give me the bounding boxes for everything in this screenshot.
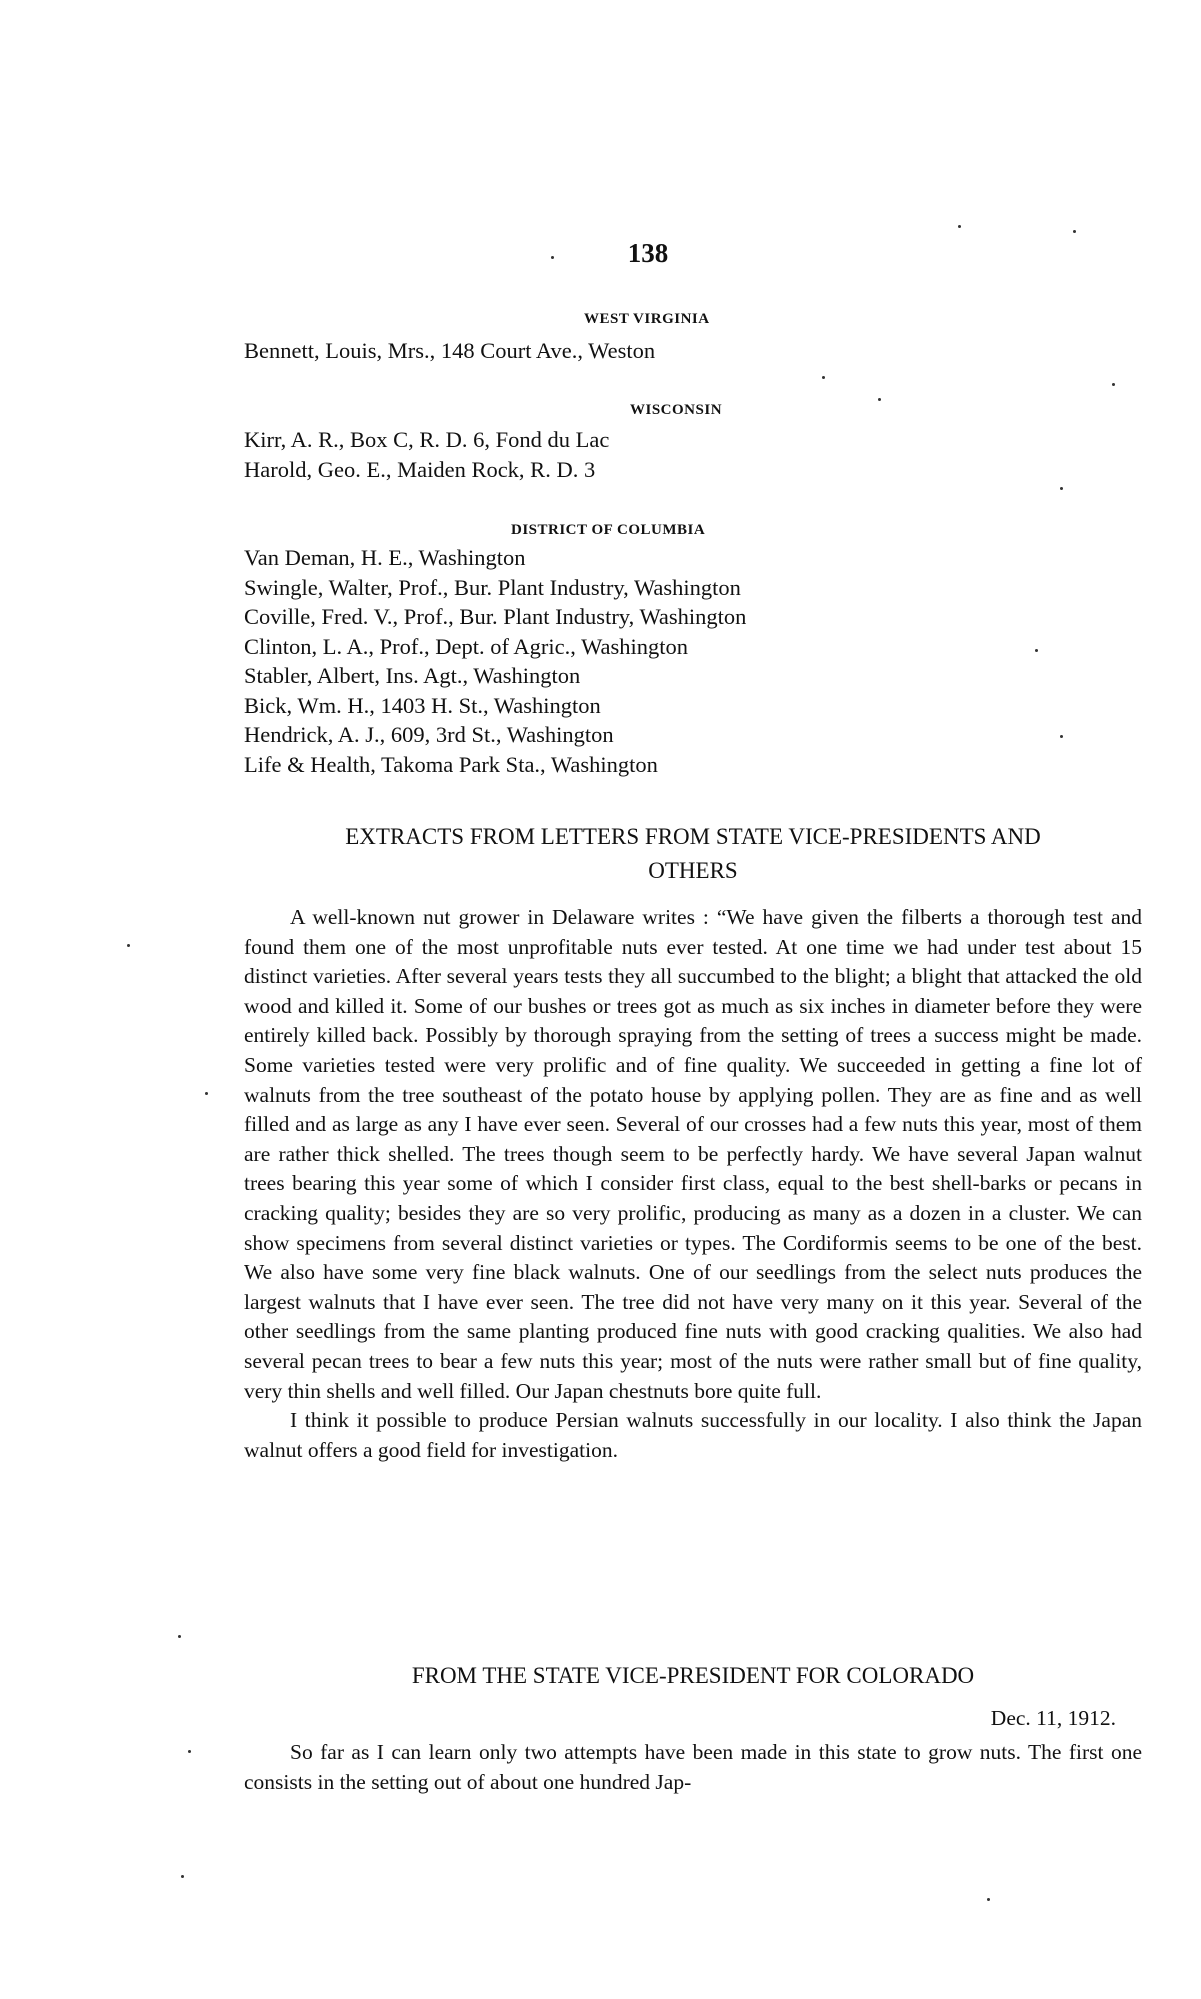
- heading-wisconsin: WISCONSIN: [630, 402, 723, 418]
- extracts-title: [244, 820, 1142, 888]
- scan-speck: [878, 398, 881, 401]
- extracts-body: [244, 903, 1142, 1465]
- colorado-paragraph: So far as I can learn only two attempts have been made in this state to grow nuts. The first one consists in the setting out of about one hundred Jap-: [244, 1740, 1142, 1794]
- colorado-body: [244, 1738, 1142, 1797]
- scan-speck: [551, 256, 554, 259]
- heading-district-of-columbia: DISTRICT OF COLUMBIA: [511, 522, 706, 538]
- list-item: Clinton, L. A., Prof., Dept. of Agric., Washington: [244, 633, 689, 659]
- list-item: Life & Health, Takoma Park Sta., Washington: [244, 751, 658, 777]
- scan-speck: [178, 1635, 181, 1638]
- list-west-virginia: [244, 336, 655, 366]
- scan-speck: [181, 1875, 184, 1878]
- extracts-paragraph-2: I think it possible to produce Persian walnuts successfully in our locality. I also think the Japan walnut offers a good field for investigation.: [244, 1408, 1142, 1462]
- scan-speck: [188, 1750, 191, 1753]
- scan-speck: [1035, 649, 1038, 652]
- list-item: Hendrick, A. J., 609, 3rd St., Washington: [244, 722, 614, 747]
- extracts-paragraph-1: A well-known nut grower in Delaware writes : “We have given the filberts a thorough test and found them one of the most unprofitable nuts ever tested. At one time we had under test about 15 distinct varieties. After several years tests they all succumbed to the blight; a blight that attacked the old wood and killed it. Some of our bushes or trees got as much as six inches in diameter before they were entirely killed back. Possibly by thorough spraying from the setting of trees a success might be made. Some varieties tested were very prolific and of fine quality. We succeeded in getting a fine lot of walnuts from the tree southeast of the potato house by applying pollen. They are as fine and as well filled and as large as any I have ever seen. Several of our crosses had a few nuts this year, most of them are rather thick shelled. The trees though seem to be perfectly hardy. We have several Japan walnut trees bearing this year some of which I consider first class, equal to the best shell-barks or pecans in cracking quality; besides they are so very prolific, producing as many as a dozen in a cluster. We can show specimens from several distinct varieties or types. The Cordiformis seems to be one of the best. We also have some very fine black walnuts. One of our seedlings from the select nuts produces the largest walnuts that I have ever seen. The tree did not have very many on it this year. Several of the other seedlings from the same planting produced fine nuts with good cracking qualities. We also had several pecan trees to bear a few nuts this year; most of the nuts were rather small but of fine quality, very thin shells and well filled. Our Japan chestnuts bore quite full.: [244, 905, 1142, 1403]
- list-item: Stabler, Albert, Ins. Agt., Washington: [244, 663, 581, 688]
- list-district-of-columbia: [244, 543, 746, 779]
- list-wisconsin: [244, 425, 609, 484]
- scan-speck: [1060, 487, 1063, 490]
- list-item: Harold, Geo. E., Maiden Rock, R. D. 3: [244, 456, 596, 482]
- list-item: Bennett, Louis, Mrs., 148 Court Ave., Weston: [244, 338, 656, 363]
- list-item: Swingle, Walter, Prof., Bur. Plant Industry, Washington: [244, 574, 741, 600]
- list-item: Kirr, A. R., Box C, R. D. 6, Fond du Lac: [244, 427, 610, 452]
- list-item: Bick, Wm. H., 1403 H. St., Washington: [244, 692, 601, 718]
- extracts-title-line1: EXTRACTS FROM LETTERS FROM STATE VICE-PRESIDENTS AND: [345, 824, 1041, 849]
- scan-speck: [958, 225, 961, 228]
- scan-speck: [1060, 735, 1063, 738]
- extracts-title-line2: OTHERS: [648, 858, 738, 883]
- list-item: Van Deman, H. E., Washington: [244, 545, 526, 570]
- page-number: 138: [627, 238, 669, 268]
- scan-speck: [822, 376, 825, 379]
- scan-speck: [1073, 230, 1076, 233]
- scan-speck: [1112, 383, 1115, 386]
- scan-speck: [987, 1898, 990, 1901]
- list-item: Coville, Fred. V., Prof., Bur. Plant Industry, Washington: [244, 604, 747, 629]
- letter-date: Dec. 11, 1912.: [990, 1706, 1116, 1730]
- scan-speck: [205, 1092, 208, 1095]
- scan-speck: [127, 944, 130, 947]
- heading-west-virginia: WEST VIRGINIA: [584, 311, 710, 327]
- colorado-title: FROM THE STATE VICE-PRESIDENT FOR COLORADO: [411, 1663, 975, 1688]
